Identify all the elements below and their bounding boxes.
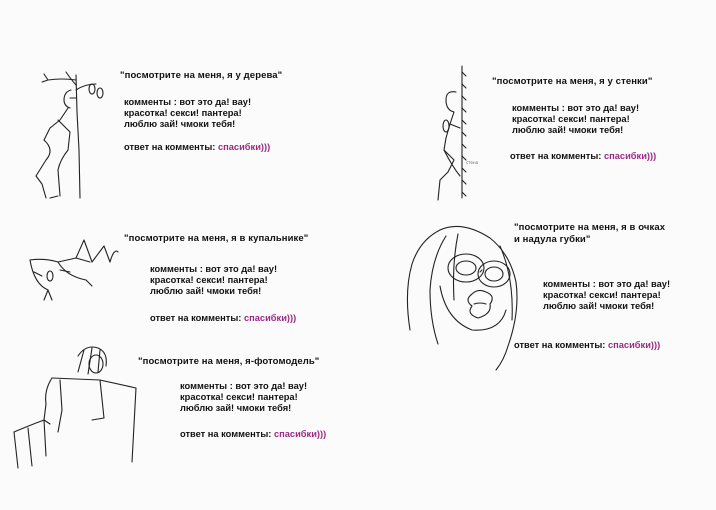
comment-line: красотка! секси! пантера! bbox=[180, 392, 298, 402]
reply-thanks: спасибки))) bbox=[273, 429, 327, 439]
comment-line: люблю зай! чмоки тебя! bbox=[180, 403, 292, 413]
comment-line: люблю зай! чмоки тебя! bbox=[512, 125, 624, 135]
comment-line: красотка! секси! пантера! bbox=[512, 114, 630, 124]
comment-line: люблю зай! чмоки тебя! bbox=[543, 301, 655, 311]
wall-title: "посмотрите на меня, я у стенки" bbox=[492, 76, 653, 87]
reply-thanks: спасибки))) bbox=[603, 151, 657, 161]
comment-line: красотка! секси! пантера! bbox=[150, 275, 268, 285]
reply-thanks: спасибки))) bbox=[243, 313, 297, 323]
wall-label: стена bbox=[466, 160, 479, 165]
comment-line: красотка! секси! пантера! bbox=[124, 108, 242, 118]
reply-thanks: спасибки))) bbox=[217, 142, 271, 152]
reply-prefix: ответ на комменты: bbox=[180, 429, 272, 439]
model-text bbox=[138, 356, 319, 368]
tree-title: "посмотрите на меня, я у дерева" bbox=[120, 70, 283, 81]
reply-prefix: ответ на комменты: bbox=[514, 340, 606, 350]
model-title: "посмотрите на меня, я-фотомодель" bbox=[138, 356, 320, 367]
comment-line: комменты : вот это да! вау! bbox=[150, 264, 278, 274]
comment-line: комменты : вот это да! вау! bbox=[180, 381, 308, 391]
glasses-title: "посмотрите на меня, я в очках и надула губки" bbox=[514, 222, 666, 245]
swimsuit-title: "посмотрите на меня, я в купальнике" bbox=[124, 233, 309, 244]
reply-prefix: ответ на комменты: bbox=[150, 313, 242, 323]
comment-line: люблю зай! чмоки тебя! bbox=[150, 286, 262, 296]
comment-line: комменты : вот это да! вау! bbox=[543, 279, 671, 289]
comment-line: комменты : вот это да! вау! bbox=[124, 97, 252, 107]
model-comments bbox=[180, 381, 307, 414]
reply-prefix: ответ на комменты: bbox=[510, 151, 602, 161]
comment-line: красотка! секси! пантера! bbox=[543, 290, 661, 300]
reply-prefix: ответ на комменты: bbox=[124, 142, 216, 152]
model-reply bbox=[180, 429, 326, 440]
comment-line: комменты : вот это да! вау! bbox=[512, 103, 640, 113]
reply-thanks: спасибки))) bbox=[607, 340, 661, 350]
comment-line: люблю зай! чмоки тебя! bbox=[124, 119, 236, 129]
